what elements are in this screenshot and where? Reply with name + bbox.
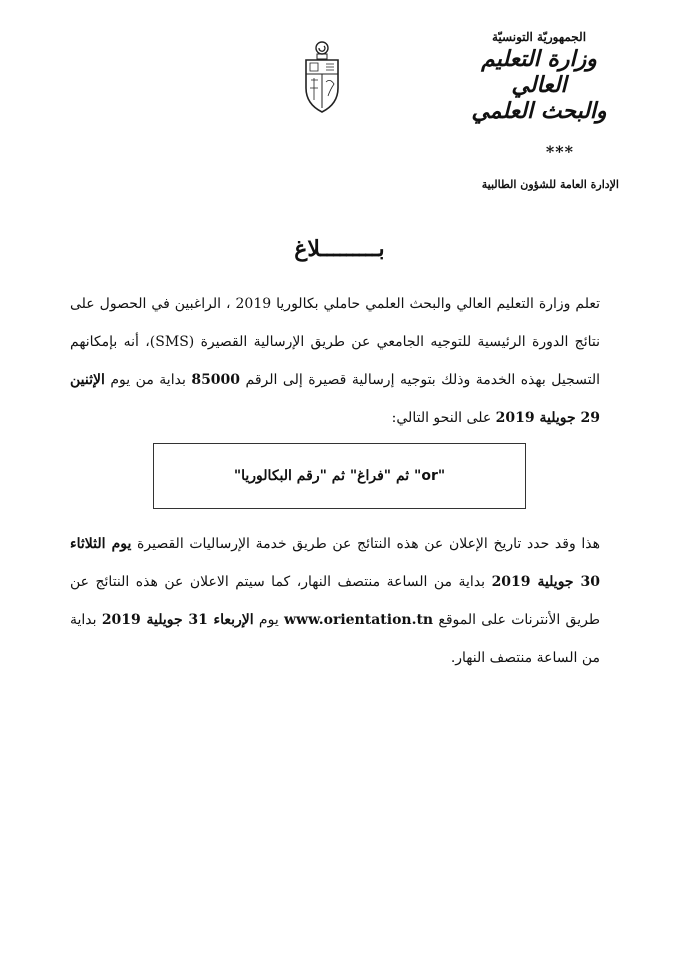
- letterhead: [459, 30, 619, 124]
- registration-start-date: الإثنين 29 جويلية 2019: [70, 372, 600, 426]
- paragraph-text: بداية من الساعة منتصف النهار.: [70, 612, 600, 666]
- sms-format-keyword: or: [421, 468, 438, 484]
- sms-format-quote: ": [437, 468, 446, 484]
- paragraph-results: [70, 525, 600, 677]
- website-link[interactable]: www.orientation.tn: [284, 612, 434, 628]
- paragraph-text: تعلم وزارة التعليم العالي والبحث العلمي حاملي بكالوريا 2019 ، الراغبين في الحصول على نتائج الدورة الرئيسية للتوجيه الجامعي عن طريق الإرسالية القصيرة (SMS)، أنه بإمكانهم التسجيل بهذه الخدمة وذلك بتوجيه إرسالية قصيرة إلى الرقم: [70, 296, 600, 388]
- sms-results-date: يوم الثلاثاء 30 جويلية 2019: [70, 536, 600, 590]
- separator-stars: ***: [545, 142, 574, 161]
- sms-number: 85000: [191, 372, 241, 388]
- sms-format-box: [153, 443, 526, 509]
- web-results-date: الإربعاء 31 جويلية 2019: [101, 612, 254, 628]
- paragraph-text: هذا وقد حدد تاريخ الإعلان عن هذه النتائج عن طريق خدمة الإرساليات القصيرة: [131, 536, 600, 552]
- ministry-name-line1: وزارة التعليم العالي: [481, 46, 597, 98]
- document-title: بـــــــــلاغ: [294, 236, 385, 262]
- paragraph-text: يوم: [253, 612, 284, 628]
- paragraph-registration: [70, 285, 600, 437]
- republic-name: الجمهوريّة التونسيّة: [491, 30, 587, 44]
- directorate-name: الإدارة العامة للشؤون الطالبية: [481, 178, 619, 191]
- ministry-name-line2: والبحث العلمي: [471, 98, 607, 124]
- paragraph-text: بداية من الساعة منتصف النهار، كما سيتم الاعلان عن هذه النتائج عن طريق الأنترنات على الموقع: [70, 574, 600, 628]
- tunisia-coat-of-arms-icon: [300, 40, 344, 116]
- paragraph-text: بداية من يوم: [104, 372, 192, 388]
- paragraph-text: على النحو التالي:: [391, 410, 496, 426]
- sms-format-rest: " ثم "فراغ" ثم "رقم البكالوريا": [233, 468, 422, 484]
